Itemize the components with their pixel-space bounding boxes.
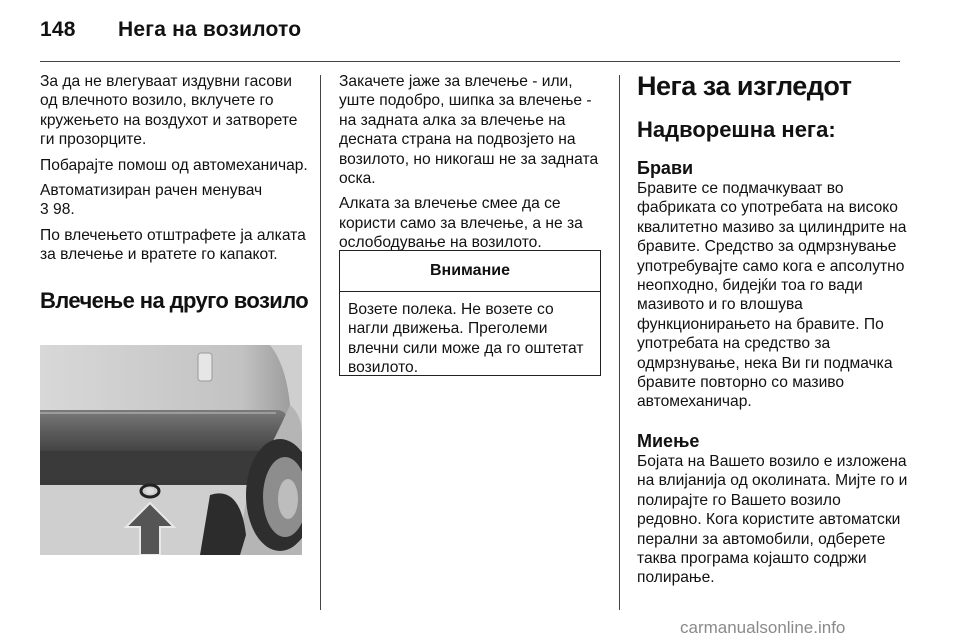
warning-box bbox=[339, 250, 601, 376]
paragraph-text: Автоматизиран рачен менувач bbox=[40, 182, 263, 200]
header-rule bbox=[40, 61, 900, 62]
van-rear-illustration-icon bbox=[40, 345, 302, 555]
subheading: Надворешна нега: bbox=[637, 117, 836, 142]
warning-title: Внимание bbox=[340, 251, 600, 292]
paragraph: Алката за влечење смее да се користи само за влечење, а не за ослободување на возилото. bbox=[339, 195, 583, 252]
column-1 bbox=[40, 72, 310, 314]
paragraph bbox=[40, 181, 310, 220]
page-reference-symbol: 3 bbox=[40, 201, 49, 219]
column-divider-2 bbox=[619, 75, 620, 610]
section-heading: Влечење на друго возило bbox=[40, 287, 309, 313]
column-divider-1 bbox=[320, 75, 321, 610]
column-2 bbox=[339, 72, 609, 259]
page-number: 148 bbox=[40, 18, 76, 41]
paragraph: Закачете јаже за влечење - или, уште подобро, шипка за влечење - на задната алка за влечење на десната страна на подвозјето на возилото, но никогаш не за задната оска. bbox=[339, 73, 599, 188]
page-reference-link[interactable]: 98. bbox=[53, 201, 75, 219]
chapter-heading: Нега за изгледот bbox=[637, 71, 852, 101]
section-title-locks: Брави bbox=[637, 158, 694, 178]
paragraph: Бојата на Вашето возило е изложена на влијанија од околината. Мијте го и полирајте го Вашето возило редовно. Кога користите автоматски перални за автомобили, одберете таква програма којашто содржи полирање. bbox=[637, 452, 908, 587]
warning-text: Возете полека. Не возете со нагли движења. Преголеми влечни сили може да го оштетат возилото. bbox=[348, 301, 584, 377]
paragraph: За да не влегуваат издувни гасови од влечното возило, вклучете го кружењето на воздухот и затворете ги прозорците. bbox=[40, 73, 298, 149]
paragraph: Бравите се подмачкуваат во фабриката со употребата на високо квалитетно мазиво за цилиндрите на бравите. Средство за одмрзнување употребувајте само кога е апсолутно неопходно, бидејќи тоа го вади мазивото и го влошува функционирањето на бравите. По употребата на средство за одмрзнување, нека Ви ги подмачка бравите повторно со мазиво автомеханичар. bbox=[637, 180, 907, 411]
page-title: Нега на возилото bbox=[118, 18, 302, 41]
paragraph: По влечењето отштрафете ја алката за влечење и вратете го капакот. bbox=[40, 226, 306, 264]
section-title-washing: Миење bbox=[637, 430, 700, 451]
paragraph: Побарајте помош од автомеханичар. bbox=[40, 156, 308, 174]
page-header bbox=[40, 18, 301, 42]
column-3 bbox=[637, 70, 909, 594]
towing-eye-illustration bbox=[40, 345, 302, 555]
watermark: carmanualsonline.info bbox=[680, 618, 846, 637]
